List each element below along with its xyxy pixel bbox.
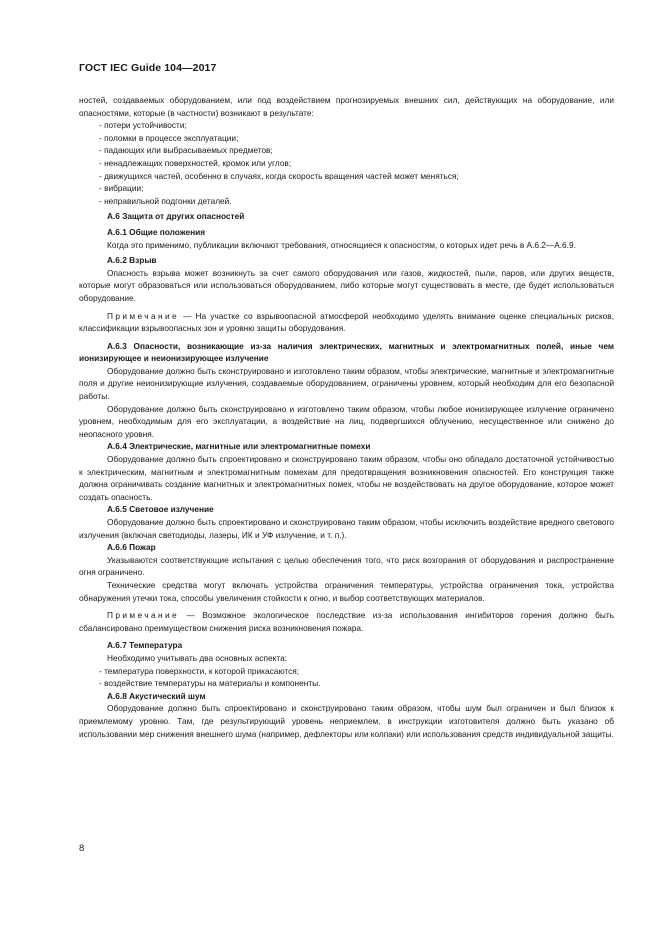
list-item: - неправильной подгонки деталей. xyxy=(99,195,232,206)
section-heading-a62: А.6.2 Взрыв xyxy=(107,255,157,266)
note-text: — На участке со взрывоопасной атмосферой необходимо уделять внимание оценке специальных рисков, классификации взрывоопасных зон и уровню защиты оборудования. xyxy=(79,310,614,334)
note-a66 xyxy=(79,609,614,634)
list-item: - потери устойчивости; xyxy=(99,120,187,131)
intro-paragraph: ностей, создаваемых оборудованием, или под воздействием прогнозируемых внешних сил, действующих на оборудование, или опасностями, которые (в частности) возникают в результате: xyxy=(79,95,614,118)
page-number: 8 xyxy=(79,843,85,854)
section-heading-a63: А.6.3 Опасности, возникающие из-за наличия электрических, магнитных и электромагнитных полей, иные чем ионизирующее и неионизирующее излучение xyxy=(79,340,614,364)
paragraph-a66-1: Указываются соответствующие испытания с целью обеспечения того, что риск возгорания от оборудования и распространение огня ограничено. xyxy=(79,554,614,578)
section-heading-a67: А.6.7 Температура xyxy=(107,640,183,651)
paragraph-a64: Оборудование должно быть спроектировано и сконструировано таким образом, чтобы оно обладало достаточной устойчивостью к электрическим, магнитным и электромагнитным помехам для предотвращения возникновения опасностей. Его конструкция также должна ограничивать создание магнитных и электромагнитных помех, чтобы не воздействовать на другое оборудование, которое может создать опасность. xyxy=(79,454,614,502)
section-heading-a66: А.6.6 Пожар xyxy=(107,542,156,553)
section-heading-a6: А.6 Защита от других опасностей xyxy=(107,211,245,222)
page-content xyxy=(79,94,614,740)
paragraph-a68: Оборудование должно быть спроектировано и сконструировано таким образом, чтобы шум был ограничен и был близок к приемлемому уровню. Там, где результирующий уровень неприемлем, в инструкции изготовителя должно быть указано об использовании мер снижения внешнего шума (например, дефлекторы или колпаки) или использования средств индивидуальной защиты. xyxy=(79,703,614,739)
section-heading-a64: А.6.4 Электрические, магнитные или электромагнитные помехи xyxy=(107,441,371,452)
paragraph-a65: Оборудование должно быть спроектировано и сконструировано таким образом, чтобы исключить воздействие вредного светового излучения (включая светодиоды, лазеры, ИК и УФ излучение, и т. п.). xyxy=(79,517,614,540)
list-item: - температура поверхности, к которой прикасаются; xyxy=(99,665,300,676)
section-heading-a65: А.6.5 Световое излучение xyxy=(107,504,214,515)
paragraph-a66-2: Технические средства могут включать устройства ограничения температуры, устройства ограничения тока, устройства обнаружения утечки тока, способы увеличения стойкости к огню, и выбор соответствующих материалов. xyxy=(79,579,614,603)
list-item: - поломки в процессе эксплуатации; xyxy=(99,132,239,143)
list-item: - ненадлежащих поверхностей, кромок или углов; xyxy=(99,157,292,168)
document-header: ГОСТ IEC Guide 104—2017 xyxy=(79,62,217,74)
note-label: Примечание xyxy=(107,610,180,621)
paragraph-a63-2: Оборудование должно быть сконструировано и изготовлено таким образом, чтобы любое ионизирующее излучение ограничено уровнем, необходимым для его эксплуатации, а воздействие на лиц, подвергшихся облучению, несущественное или снижено до неопасного уровня. xyxy=(79,403,614,439)
list-item: - падающих или выбрасываемых предметов; xyxy=(99,145,273,156)
paragraph-a67: Необходимо учитывать два основных аспекта: xyxy=(107,652,287,663)
section-heading-a68: А.6.8 Акустический шум xyxy=(107,690,206,701)
paragraph-a63-1: Оборудование должно быть сконструировано и изготовлено таким образом, чтобы электрические, магнитные и электромагнитные поля и другие неионизирующие излучения, создаваемые оборудованием, ограничены уровнем, который необходим для его безопасной работы. xyxy=(79,365,614,402)
note-label: Примечание xyxy=(107,310,180,321)
paragraph-a62: Опасность взрыва может возникнуть за счет самого оборудования или газов, жидкостей, пыли, паров, или других веществ, которые могут образоваться или использоваться оборудованием, либо которые могут существовать в месте, где будет использоваться оборудование. xyxy=(79,267,614,303)
paragraph-a61: Когда это применимо, публикации включают требования, относящиеся к опасностям, о которых идет речь в А.6.2—А.6.9. xyxy=(107,239,576,250)
section-heading-a61: А.6.1 Общие положения xyxy=(107,226,206,237)
list-item: - воздействие температуры на материалы и компоненты. xyxy=(99,678,321,689)
note-a62 xyxy=(79,310,614,335)
note-text: — Возможное экологическое последствие из-за использования ингибиторов горения должно быть сбалансировано преимуществом снижения риска возникновения пожара. xyxy=(79,610,614,633)
list-item: - вибрации; xyxy=(99,183,144,194)
list-item: - движущихся частей, особенно в случаях, когда скорость вращения частей может меняться; xyxy=(99,170,459,181)
